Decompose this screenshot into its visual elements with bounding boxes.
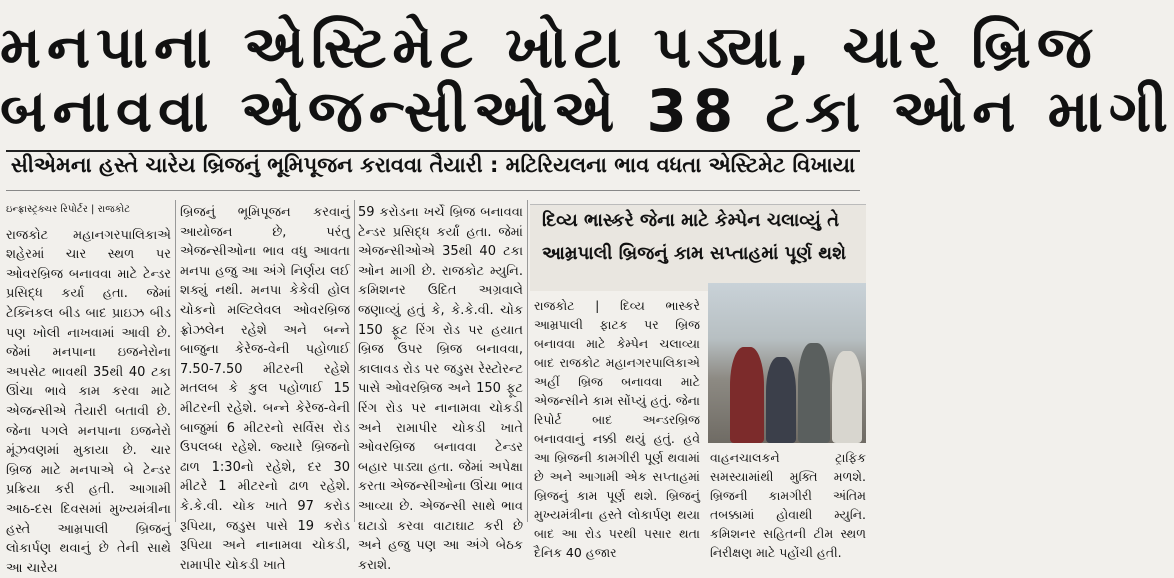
photo-person <box>832 351 862 443</box>
article-column-1 <box>6 200 171 578</box>
column-text: 59 કરોડના ખર્ચે બ્રિજ બનાવવા ટેન્ડર પ્રસિદ્ધ કર્યાં હતા. જેમાં એજન્સીઓએ 35થી 40 ટકા ઓન માગી છે. રાજકોટ મ્યુનિ. કમિશનર ઉદિત અગ્રવાલે જણાવ્યું હતું કે, કે.કે.વી. ચોક 150 ફૂટ રિંગ રોડ પર હયાત બ્રિજ ઉપર બ્રિજ બનાવવા, કાલાવડ રોડ પર જડુસ રેસ્ટોરન્ટ પાસે ઓવરબ્રિજ અને 150 ફૂટ રિંગ રોડ પર નાનામવા ચોકડી અને રામાપીર ચોકડી ખાતે ઓવરબ્રિજ બનાવવા ટેન્ડર બહાર પાડ્યા હતા. જેમાં અપેક્ષા કરતા એજન્સીઓના ઊંચા ભાવ આવ્યા છે. એજન્સી સાથે ભાવ ઘટાડો કરવા વાટાઘાટ કરી છે અને હજુ પણ આ અંગે બેઠક કરાશે. <box>358 205 523 573</box>
photo-person <box>730 347 764 443</box>
column-divider <box>527 200 528 522</box>
divider <box>6 190 860 191</box>
sidebar-title-2: આમ્રપાલી બ્રિજનું કામ સપ્તાહમાં પૂર્ણ થશે <box>542 243 846 264</box>
headline-line-2: બનાવવા એજન્સીઓએ 38 ટકા ઓન માગી <box>0 77 1174 145</box>
subheadline: સીએમના હસ્તે ચારેય બ્રિજનું ભૂમિપૂજન કરાવવા તૈયારી : મટિરિયલના ભાવ વધતા એસ્ટિમેટ વિખાયા <box>10 153 856 177</box>
byline: ઇન્ફ્રાસ્ટ્રક્ચર રિપોર્ટર | રાજકોટ <box>6 204 131 215</box>
sidebar-text: રાજકોટ | દિવ્ય ભાસ્કરે આમ્રપાલી ફાટક પર બ્રિજ બનાવવા માટે કેમ્પેન ચલાવ્યા બાદ રાજકોટ મહાનગરપાલિકાએ અહીં બ્રિજ બનાવવા માટે એજન્સીને કામ સોંપ્યું હતું. જેના રિપોર્ટ બાદ અન્ડરબ્રિજ બનાવવાનું નક્કી થયું હતું. હવે આ બ્રિજની કામગીરી પૂર્ણ થવામાં છે અને આગામી એક સપ્તાહમાં બ્રિજનું કામ પૂર્ણ થશે. બ્રિજનું મુખ્યમંત્રીના હસ્તે લોકાર્પણ થયા બાદ આ રોડ પરથી પસાર થતા દૈનિક 40 હજાર <box>534 298 700 560</box>
column-text: બ્રિજનું ભૂમિપૂજન કરવાનું આયોજન છે, પરંતુ એજન્સીઓના ભાવ વધુ આવતા મનપા હજુ આ અંગે નિર્ણય લઈ શક્યું નથી. મનપા કેકેવી હોલ ચોકનો મલ્ટિલેવલ ઓવરબ્રિજ ફ્રોઝલેન રહેશે અને બન્ને બાજુના કેરેજ-વેની પહોળાઈ 7.50-7.50 મીટરની રહેશે મતલબ કે કુલ પહોળાઈ 15 મીટરની રહેશે. બન્ને કેરેજ-વેની બાજુમાં 6 મીટરનો સર્વિસ રોડ ઉપલબ્ધ રહેશે. જ્યારે બ્રિજનો ઢાળ 1:30નો રહેશે, દર 30 મીટરે 1 મીટરનો ઢાળ રહેશે. કે.કે.વી. ચોક ખાતે 97 કરોડ રૂપિયા, જડુસ પાસે 19 કરોડ રૂપિયા અને નાનામવા ચોકડી, રામાપીર ચોકડી ખાતે <box>180 205 350 573</box>
news-photo <box>708 283 866 443</box>
article-column-2 <box>180 203 350 575</box>
sidebar-column-2 <box>710 448 866 562</box>
headline-line-1: મનપાના એસ્ટિમેટ ખોટા પડ્યા, ચાર બ્રિજ <box>0 13 1098 81</box>
sidebar-text: વાહનચાલકને ટ્રાફિક સમસ્યામાંથી મુક્તિ મળશે. બ્રિજની કામગીરી અંતિમ તબક્કામાં હોવાથી મ્યુનિ. કમિશનર સહિતની ટીમ સ્થળ નિરીક્ષણ માટે પહોંચી હતી. <box>710 450 866 560</box>
photo-person <box>766 357 796 443</box>
photo-person <box>798 343 830 443</box>
column-text: રાજકોટ મહાનગરપાલિકાએ શહેરમાં ચાર સ્થળ પર ઓવરબ્રિજ બનાવવા માટે ટેન્ડર પ્રસિદ્ધ કર્યા હતા. જેમાં ટેક્નિકલ બીડ બાદ પ્રાઇઝ બીડ પણ ખોલી નાખવામાં આવી છે. જેમાં મનપાના ઇજનેરોના અપસેટ ભાવથી 35થી 40 ટકા ઊંચા ભાવે કામ કરવા માટે એજન્સીએ તૈયારી બતાવી છે. જેના પગલે મનપાના ઇજનેરો મૂંઝવણમાં મુકાયા છે. ચાર બ્રિજ માટે મનપાએ બે ટેન્ડર પ્રક્રિયા કરી હતી. આગામી આઠ-દસ દિવસમાં મુખ્યમંત્રીના હસ્તે આમ્રપાલી બ્રિજનું લોકાર્પણ થવાનું છે તેની સાથે આ ચારેય <box>6 227 171 576</box>
column-divider <box>175 200 176 522</box>
article-column-3 <box>358 203 523 575</box>
divider <box>6 150 860 152</box>
column-divider <box>354 200 355 522</box>
sidebar-column-1 <box>534 296 700 562</box>
sidebar-title-1: દિવ્ય ભાસ્કરે જેના માટે કેમ્પેન ચલાવ્યું તે <box>542 210 840 231</box>
